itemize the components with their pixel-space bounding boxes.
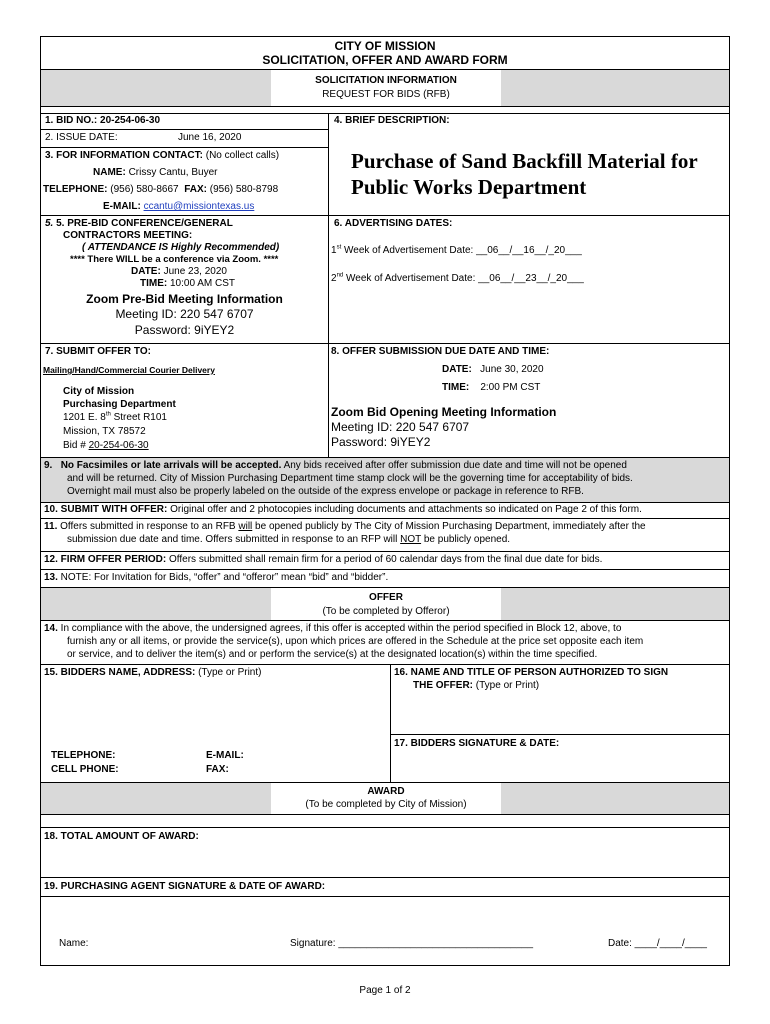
- brief-description-label: 4. BRIEF DESCRIPTION:: [334, 115, 450, 126]
- description-line-1: Purchase of Sand Backfill Material for: [351, 149, 698, 173]
- email-link[interactable]: ccantu@missiontexas.us: [143, 201, 255, 212]
- contact-email: E-MAIL: ccantu@missiontexas.us: [103, 201, 255, 212]
- offer-shade-left: [41, 588, 271, 620]
- gray-band-right: [501, 70, 729, 106]
- advertising-dates-label: 6. ADVERTISING DATES:: [334, 218, 453, 229]
- prebid-label-1: 5. 5. PRE-BID CONFERENCE/GENERAL: [45, 218, 233, 229]
- authorized-person-field[interactable]: [393, 693, 727, 733]
- prebid-zoom-title: Zoom Pre-Bid Meeting Information: [86, 292, 283, 306]
- mailing-delivery-heading: Mailing/Hand/Commercial Courier Delivery: [43, 365, 215, 375]
- email-label: E-MAIL:: [206, 750, 244, 761]
- submit-street: 1201 E. 8th Street R101: [63, 411, 167, 423]
- contact-name: NAME: Crissy Cantu, Buyer: [93, 167, 218, 178]
- contact-phone-fax: TELEPHONE: (956) 580-8667 FAX: (956) 580-8798: [43, 184, 279, 195]
- block-9-line-3: Overnight mail must also be properly labeled on the outside of the express envelope or package in reference to RFB.: [67, 486, 584, 497]
- agent-name-label: Name:: [59, 938, 89, 949]
- prebid-password: Password: 9iYEY2: [134, 323, 235, 337]
- offer-heading: OFFER: [369, 592, 403, 603]
- award-heading: AWARD: [367, 786, 405, 797]
- bidders-signature-label: 17. BIDDERS SIGNATURE & DATE:: [394, 738, 560, 749]
- solicitation-offer-award-form: [40, 36, 730, 966]
- info-contact: 3. FOR INFORMATION CONTACT: (No collect calls): [45, 150, 280, 161]
- block-12: 12. FIRM OFFER PERIOD: Offers submitted shall remain firm for a period of 60 calendar days from the final due date for bids.: [44, 554, 603, 565]
- submission-due-label: 8. OFFER SUBMISSION DUE DATE AND TIME:: [331, 346, 550, 357]
- advertising-week-2: 2nd Week of Advertisement Date: __06__/__23__/_20___: [331, 272, 584, 284]
- cell-phone-label: CELL PHONE:: [51, 764, 119, 775]
- due-date: DATE: June 30, 2020: [442, 364, 544, 375]
- rfb-subheading: REQUEST FOR BIDS (RFB): [322, 89, 450, 100]
- form-title: SOLICITATION, OFFER AND AWARD FORM: [262, 53, 508, 67]
- block-10: 10. SUBMIT WITH OFFER: Original offer and 2 photocopies including documents and attachments so indicated on Page 2 of this form.: [44, 504, 642, 515]
- block-11-line-1: 11. Offers submitted in response to an RFB will be opened publicly by The City of Mission Purchasing Department, immediately after the: [44, 521, 646, 532]
- submit-offer-to-label: 7. SUBMIT OFFER TO:: [45, 346, 151, 357]
- purchasing-agent-label: 19. PURCHASING AGENT SIGNATURE & DATE OF AWARD:: [44, 881, 326, 892]
- offer-subheading: (To be completed by Offeror): [322, 606, 450, 617]
- issue-date-value: June 16, 2020: [178, 132, 242, 143]
- authorized-person-label-2: THE OFFER: (Type or Print): [413, 680, 540, 691]
- submit-city: City of Mission: [63, 386, 135, 397]
- block-11-line-2: submission due date and time. Offers submitted in response to an RFP will NOT be publicly opened.: [67, 534, 511, 545]
- prebid-meeting-id: Meeting ID: 220 547 6707: [115, 307, 254, 321]
- block-14-line-1: 14. In compliance with the above, the undersigned agrees, if this offer is accepted within the period specified in Block 12, above, to: [44, 623, 622, 634]
- block-13: 13. NOTE: For Invitation for Bids, “offer” and “offeror” mean “bid” and “bidder”.: [44, 572, 389, 583]
- submit-department: Purchasing Department: [63, 399, 176, 410]
- gray-band-left: [41, 70, 271, 106]
- due-time: TIME: 2:00 PM CST: [442, 382, 541, 393]
- award-shade-left: [41, 783, 271, 814]
- attendance-note: ( ATTENDANCE IS Highly Recommended): [82, 242, 280, 253]
- agent-date-line[interactable]: Date: ____/____/____: [608, 938, 707, 949]
- prebid-label-2: CONTRACTORS MEETING:: [63, 230, 193, 241]
- bidders-name-field[interactable]: [44, 679, 388, 749]
- prebid-time: TIME: 10:00 AM CST: [140, 278, 236, 289]
- block-14-line-2: furnish any or all items, or provide the service(s), upon which prices are offered in the Schedule at the price set opposite each item: [67, 636, 644, 647]
- fax-label: FAX:: [206, 764, 229, 775]
- issue-date-label: 2. ISSUE DATE:: [45, 132, 118, 143]
- bid-opening-meeting-id: Meeting ID: 220 547 6707: [331, 420, 470, 434]
- award-subheading: (To be completed by City of Mission): [305, 799, 467, 810]
- authorized-person-label-1: 16. NAME AND TITLE OF PERSON AUTHORIZED TO SIGN: [394, 667, 669, 678]
- block-14-line-3: or service, and to deliver the item(s) and or perform the service(s) at the designated location(s) within the time specified.: [67, 649, 598, 660]
- submit-citystate: Mission, TX 78572: [63, 426, 146, 437]
- city-title: CITY OF MISSION: [334, 39, 436, 53]
- submit-bid-no: Bid # 20-254-06-30: [63, 440, 149, 451]
- block-9-line-1: 9. No Facsimiles or late arrivals will be accepted. Any bids received after offer submission due date and time will not be opened: [44, 460, 627, 471]
- bidders-signature-field[interactable]: [393, 751, 727, 781]
- bid-opening-zoom-title: Zoom Bid Opening Meeting Information: [331, 405, 557, 419]
- agent-signature-line[interactable]: Signature: ___________________________________: [290, 938, 534, 949]
- prebid-date: DATE: June 23, 2020: [131, 266, 227, 277]
- solicitation-info-heading: SOLICITATION INFORMATION: [315, 75, 457, 86]
- total-award-field[interactable]: [44, 845, 726, 875]
- total-award-label: 18. TOTAL AMOUNT OF AWARD:: [44, 831, 199, 842]
- bid-no-value: 20-254-06-30: [100, 115, 161, 126]
- telephone-label: TELEPHONE:: [51, 750, 116, 761]
- block-9-line-2: and will be returned. City of Mission Purchasing Department time stamp clock will be the governing time for acceptability of bids.: [67, 473, 633, 484]
- offer-shade-right: [501, 588, 729, 620]
- bid-opening-password: Password: 9iYEY2: [331, 435, 431, 449]
- description-line-2: Public Works Department: [351, 175, 587, 199]
- zoom-conference-note: **** There WILL be a conference via Zoom. ****: [70, 254, 279, 265]
- bidders-name-label: 15. BIDDERS NAME, ADDRESS: (Type or Print): [44, 667, 262, 678]
- award-shade-right: [501, 783, 729, 814]
- bid-no: 1. BID NO.: 20-254-06-30: [45, 115, 161, 126]
- advertising-week-1: 1st Week of Advertisement Date: __06__/__16__/_20___: [331, 244, 582, 256]
- page-number: Page 1 of 2: [359, 985, 411, 996]
